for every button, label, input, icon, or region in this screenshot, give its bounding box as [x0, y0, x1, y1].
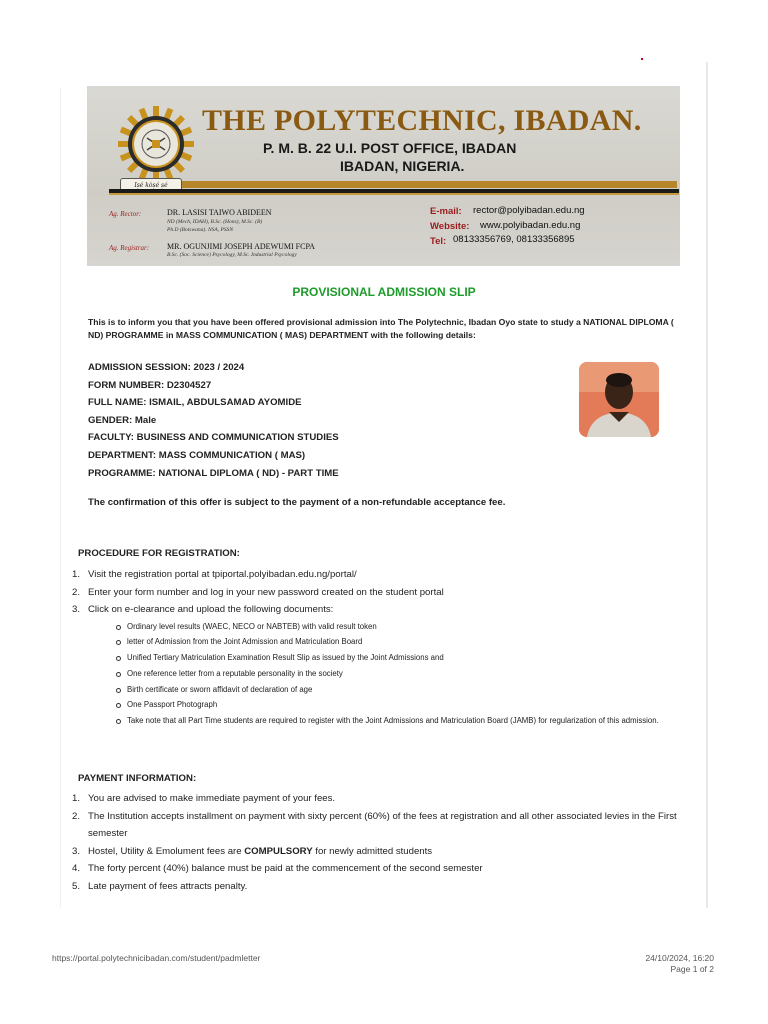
faculty: FACULTY: BUSINESS AND COMMUNICATION STUDIES	[88, 432, 339, 444]
document-item: Ordinary level results (WAEC, NECO or NABTEB) with valid result token	[116, 619, 692, 635]
address-line-1: P. M. B. 22 U.I. POST OFFICE, IBADAN	[263, 140, 517, 156]
rector-name: DR. LASISI TAIWO ABIDEEN	[167, 208, 272, 217]
procedure-list	[72, 566, 692, 729]
passport-photo	[579, 362, 659, 437]
letterhead-gold-line	[109, 193, 679, 195]
document-list	[116, 619, 692, 729]
address-line-2: IBADAN, NIGERIA.	[340, 158, 465, 174]
print-footer-datetime: 24/10/2024, 16:20	[645, 953, 714, 963]
admission-session: ADMISSION SESSION: 2023 / 2024	[88, 362, 245, 373]
payment-item: 3. Hostel, Utility & Emolument fees are COMPULSORY for newly admitted students	[72, 845, 433, 857]
registrar-name: MR. OGUNJIMI JOSEPH ADEWUMI FCPA	[167, 242, 315, 251]
form-number: FORM NUMBER: D2304527	[88, 379, 212, 391]
payment-list	[72, 790, 692, 896]
student-portrait-icon	[579, 362, 659, 437]
procedure-heading: PROCEDURE FOR REGISTRATION:	[78, 548, 240, 559]
registrar-role: Ag. Registrar:	[109, 244, 150, 252]
payment-heading: PAYMENT INFORMATION:	[78, 773, 197, 784]
document-item: One reference letter from a reputable personality in the society	[116, 666, 692, 682]
document-item: letter of Admission from the Joint Admission and Matriculation Board	[116, 634, 692, 650]
department: DEPARTMENT: MASS COMMUNICATION ( MAS)	[88, 449, 306, 461]
programme: PROGRAMME: NATIONAL DIPLOMA ( ND) - PART TIME	[88, 467, 339, 479]
document-item: One Passport Photograph	[116, 697, 692, 713]
procedure-step: 2. Enter your form number and log in your new password created on the student portal	[72, 586, 444, 598]
procedure-step: 3. Click on e-clearance and upload the following documents: Ordinary level results (WAEC, NECO or NABTEB) with valid result token letter of Admission from the Joint Admission and Matriculation Board Unified Tertiary Matriculation Examination Result Slip as issued by the Joint Admissions and One reference letter from a reputable personality in the society Birth certificate or sworn affidavit of declaration of age One Passport Photograph Take note that all Part Time students are required to register with the Joint Admissions and Matriculation Board (JAMB) for regularization of this admission.	[72, 601, 692, 729]
page-title: PROVISIONAL ADMISSION SLIP	[292, 285, 476, 299]
student-details	[88, 359, 568, 482]
print-footer-url: https://portal.polytechnicibadan.com/student/padmletter	[52, 953, 261, 963]
polytechnic-crest-icon	[115, 106, 197, 188]
payment-item: 5. Late payment of fees attracts penalty.	[72, 880, 248, 892]
rector-qualifications-2: Ph.D (Botswana). NSA, PSSN	[167, 227, 233, 233]
payment-item: 1. You are advised to make immediate payment of your fees.	[72, 793, 336, 804]
email-value: rector@polyibadan.edu.ng	[473, 205, 585, 216]
print-footer-page-number: Page 1 of 2	[670, 964, 714, 974]
letterhead	[87, 86, 680, 266]
procedure-step: 1. Visit the registration portal at tpiportal.polyibadan.edu.ng/portal/	[72, 569, 357, 580]
email-label: E-mail:	[430, 206, 462, 217]
page-edge-rule	[706, 62, 708, 908]
rector-qualifications: ND (Mech, IDAH), B.Sc. (Hons), M.Sc. (B)	[167, 219, 263, 225]
page-edge-rule-left	[60, 88, 61, 908]
registrar-qualifications: B.Sc. (Soc. Science) Psycology, M.Sc. Industrial Psycology	[167, 252, 297, 258]
tel-value: 08133356769, 08133356895	[453, 234, 575, 245]
payment-item: 4. The forty percent (40%) balance must be paid at the commencement of the second semester	[72, 863, 483, 875]
document-item: Birth certificate or sworn affidavit of declaration of age	[116, 682, 692, 698]
rector-role: Ag. Rector:	[109, 210, 142, 218]
intro-paragraph: This is to inform you that you have been offered provisional admission into The Polytechnic, Ibadan Oyo state to study a NATIONAL DIPLOMA ( ND) PROGRAMME in MASS COMMUNICATION ( MAS) DEPARTMENT with the following details:	[88, 317, 674, 340]
payment-item: 2. The Institution accepts installment on payment with sixty percent (60%) of the fees at registration and all other associated levies in the First semester	[72, 810, 677, 840]
school-name: THE POLYTECHNIC, IBADAN.	[202, 104, 642, 137]
letterhead-gold-bar	[182, 181, 677, 188]
website-label: Website:	[430, 221, 470, 232]
document-item: Take note that all Part Time students are required to register with the Joint Admissions and Matriculation Board (JAMB) for regularization of this admission.	[116, 713, 692, 729]
document-item: Unified Tertiary Matriculation Examination Result Slip as issued by the Joint Admissions and	[116, 650, 692, 666]
red-mark	[641, 58, 643, 60]
motto-banner: Iṣé kòṣé ṣé	[120, 178, 182, 194]
website-value: www.polyibadan.edu.ng	[480, 220, 581, 231]
tel-label: Tel:	[430, 236, 447, 247]
confirmation-note: The confirmation of this offer is subject to the payment of a non-refundable acceptance fee.	[88, 497, 506, 508]
full-name: FULL NAME: ISMAIL, ABDULSAMAD AYOMIDE	[88, 397, 302, 409]
compulsory-emphasis: COMPULSORY	[244, 845, 313, 857]
gender: GENDER: Male	[88, 414, 157, 426]
